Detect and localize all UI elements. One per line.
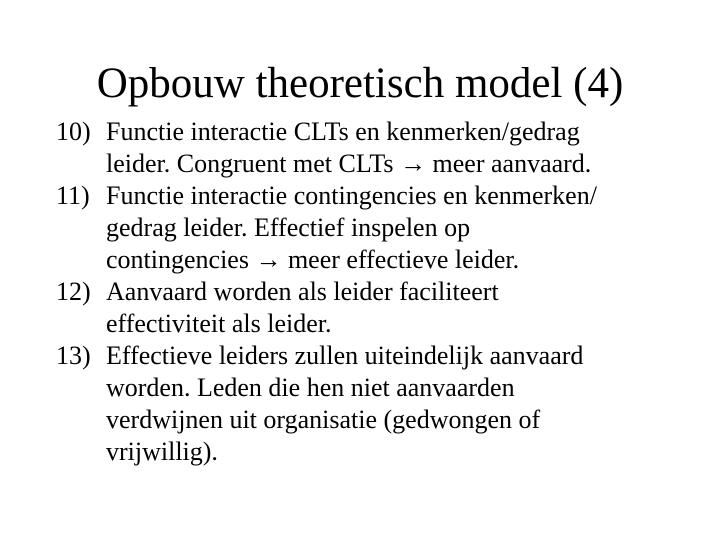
list-item-text	[106, 116, 696, 180]
numbered-list	[56, 116, 696, 468]
list-item-11	[56, 180, 696, 276]
list-item-number: 10)	[56, 117, 91, 146]
list-item-line: worden. Leden die hen niet aanvaarden	[106, 373, 515, 402]
list-item-13	[56, 340, 696, 468]
list-item-line: Effectieve leiders zullen uiteindelijk aanvaard	[106, 341, 584, 370]
list-item-number: 11)	[56, 181, 90, 210]
list-item-line: gedrag leider. Effectief inspelen op	[106, 213, 471, 242]
list-item-text	[106, 180, 696, 276]
slide-title: Opbouw theoretisch model (4)	[96, 60, 624, 107]
list-item-line: verdwijnen uit organisatie (gedwongen of	[106, 405, 541, 434]
list-item-text	[106, 276, 696, 340]
list-item-12	[56, 276, 696, 340]
list-item-line: Functie interactie CLTs en kenmerken/gedrag	[106, 117, 580, 146]
list-item-line: contingencies → meer effectieve leider.	[106, 245, 520, 274]
list-item-number: 13)	[56, 341, 91, 370]
list-item-line: Functie interactie contingencies en kenmerken/	[106, 181, 597, 210]
list-item-10	[56, 116, 696, 180]
list-item-number: 12)	[56, 277, 91, 306]
list-item-text	[106, 340, 696, 468]
list-item-line: vrijwillig).	[106, 437, 218, 466]
list-item-line: Aanvaard worden als leider faciliteert	[106, 277, 499, 306]
list-item-line: effectiviteit als leider.	[106, 309, 332, 338]
list-item-line: leider. Congruent met CLTs → meer aanvaard.	[106, 149, 592, 178]
